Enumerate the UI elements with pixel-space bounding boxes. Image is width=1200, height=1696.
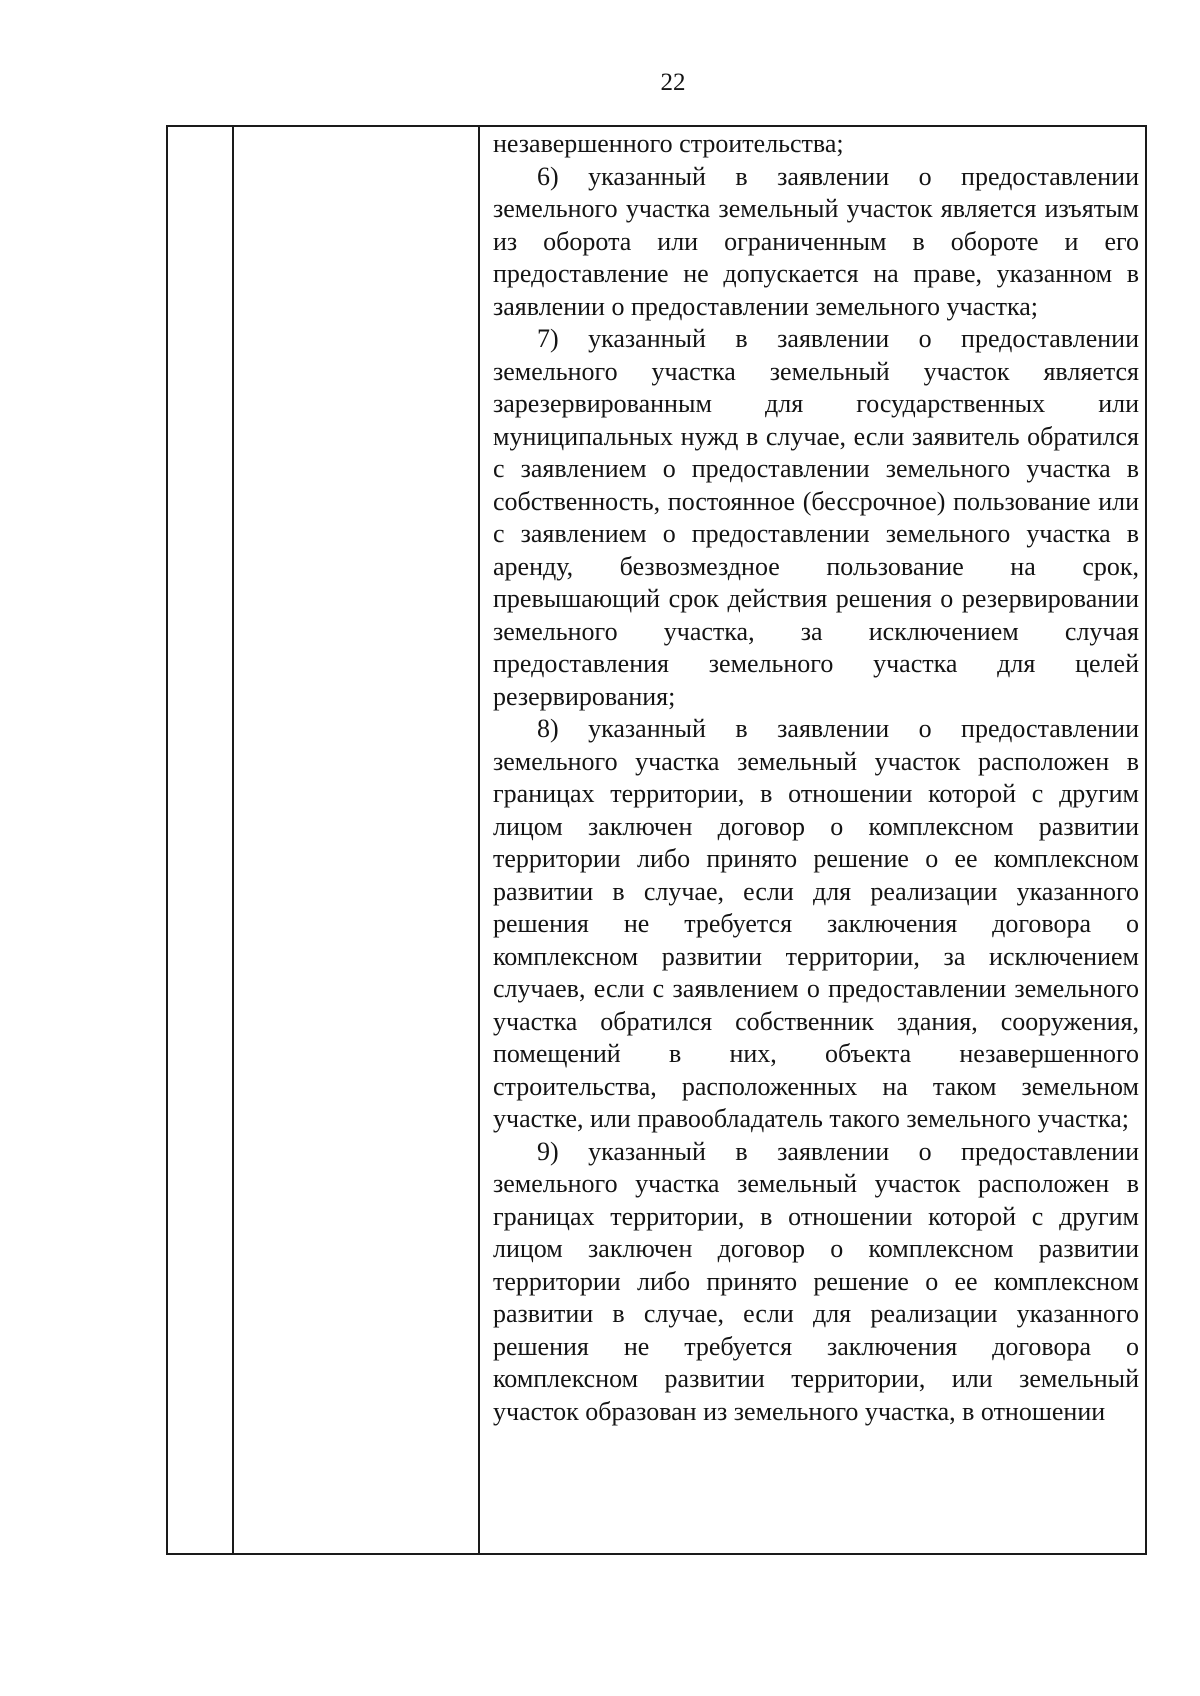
list-item-6: 6) указанный в заявлении о предоставлении земельного участка земельный участок является изъятым из оборота или ограниченным в обороте и его предоставление не допускается на праве, указанном в заявлении о предоставлении земельного участка; xyxy=(493,161,1139,321)
document-table xyxy=(166,125,1147,1555)
table-content-cell xyxy=(493,128,1139,1428)
column-divider-2 xyxy=(478,127,480,1553)
continuation-text: незавершенного строительства; xyxy=(493,129,844,158)
list-item-8: 8) указанный в заявлении о предоставлении земельного участка земельный участок расположен в границах территории, в отношении которой с другим лицом заключен договор о комплексном развитии территории либо принято решение о ее комплексном развитии в случае, если для реализации указанного решения не требуется заключения договора о комплексном развитии территории, за исключением случаев, если с заявлением о предоставлении земельного участка обратился собственник здания, сооружения, помещений в них, объекта незавершенного строительства, расположенных на таком земельном участке, или правообладатель такого земельного участка; xyxy=(493,714,1139,1133)
page-number: 22 xyxy=(660,69,686,96)
list-item-7: 7) указанный в заявлении о предоставлении земельного участка земельный участок является зарезервированным для государственных или муниципальных нужд в случае, если заявитель обратился с заявлением о предоставлении земельного участка в собственность, постоянное (бессрочное) пользование или с заявлением о предоставлении земельного участка в аренду, безвозмездное пользование на срок, превышающий срок действия решения о резервировании земельного участка, за исключением случая предоставления земельного участка для целей резервирования; xyxy=(493,324,1139,711)
column-divider-1 xyxy=(232,127,234,1553)
list-item-9: 9) указанный в заявлении о предоставлении земельного участка земельный участок расположен в границах территории, в отношении которой с другим лицом заключен договор о комплексном развитии территории либо принято решение о ее комплексном развитии в случае, если для реализации указанного решения не требуется заключения договора о комплексном развитии территории, или земельный участок образован из земельного участка, в отношении xyxy=(493,1136,1139,1426)
